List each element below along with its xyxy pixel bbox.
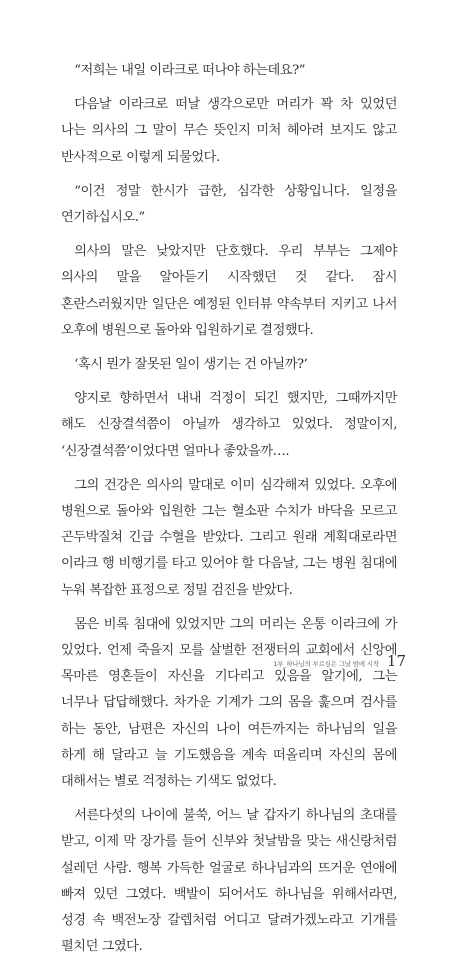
running-head: 1부_하나님의 부르심은 그날 밤에 시작 [273, 660, 379, 668]
page-number: 17 [386, 652, 406, 670]
paragraph-thought: ‘혹시 뭔가 잘못된 일이 생기는 건 아닐까?’ [74, 357, 308, 373]
paragraph-dialogue-2: “이건 정말 한시가 급한, 심각한 상황입니다. 일정을 연기하십시오.” [61, 183, 397, 226]
paragraph-1: 다음날 이라크로 떠날 생각으로만 머리가 꽉 차 있었던 나는 의사의 그 말이 무슨 뜻인지 미처 헤아려 보지도 않고 반사적으로 이렇게 되물었다. [61, 97, 397, 165]
paragraph-2: 의사의 말은 낮았지만 단호했다. 우리 부부는 그제야 의사의 말을 알아듣기 시작했던 것 같다. 잠시 혼란스러웠지만 일단은 예정된 인터뷰 약속부터 지키고 나서 오후에 병원으로 돌아와 입원하기로 결정했다. [61, 244, 397, 338]
page-footer [273, 652, 406, 670]
paragraph-dialogue-1: “저희는 내일 이라크로 떠나야 하는데요?” [74, 63, 305, 78]
paragraph-3: 양지로 향하면서 내내 걱정이 되긴 했지만, 그때까지만 해도 신장결석쯤이 아닐까 생각하고 있었다. 정말이지, ‘신장결석쯤’이었다면 얼마나 좋았을까…. [61, 391, 397, 459]
body-text [61, 58, 397, 969]
paragraph-6: 서른다섯의 나이에 불쑥, 어느 날 갑자기 하나님의 초대를 받고, 이제 막 장가를 들어 신부와 첫날밤을 맞는 새신랑처럼 설레던 사람. 행복 가득한 얼굴로 하나님과의 뜨거운 연애에 빠져 있던 그였다. 백발이 되어서도 하나님을 위해서라면, 성경 속 백전노장 갈렙처럼 어디고 달려가겠노라고 기개를 펼치던 그였다. [61, 808, 397, 955]
paragraph-5: 몸은 비록 침대에 있었지만 그의 머리는 온통 이라크에 가 있었다. 언제 죽을지 모를 살벌한 전쟁터의 교회에서 신앙에 목마른 영혼들이 자신을 기다리고 있음을 알기에, 그는 너무나 답답해했다. 차가운 기계가 그의 몸을 훑으며 검사를 하는 동안, 남편은 자신의 나이 여든까지는 하나님의 일을 하게 해 달라고 늘 기도했음을 계속 떠올리며 자신의 몸에 대해서는 별로 걱정하는 기색도 없었다. [61, 616, 397, 790]
paragraph-4: 그의 건강은 의사의 말대로 이미 심각해져 있었다. 오후에 병원으로 돌아와 입원한 그는 혈소판 수치가 바닥을 모르고 곤두박질쳐 긴급 수혈을 받았다. 그리고 원래 계획대로라면 이라크 행 비행기를 타고 있어야 할 다음날, 그는 병원 침대에 누워 복잡한 표정으로 정밀 검진을 받았다. [61, 477, 397, 598]
